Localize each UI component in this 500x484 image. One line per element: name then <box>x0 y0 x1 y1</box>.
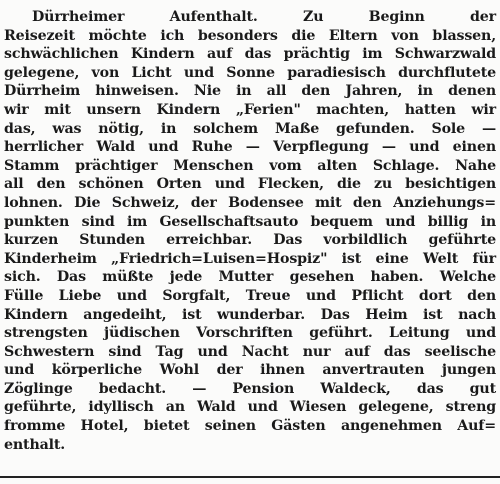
article-line: Dürrheimer Aufenthalt. Zu Beginn der <box>32 9 496 25</box>
article-line: Schwestern sind Tag und Nacht nur auf das seelische <box>4 343 496 360</box>
article-line: geführte, idyllisch an Wald und Wiesen gelegene, streng <box>4 399 496 416</box>
article-line: und körperliche Wohl der ihnen anvertrauten jungen <box>4 362 496 379</box>
article-line: lohnen. Die Schweiz, der Bodensee mit den Anziehungs= <box>4 194 496 211</box>
article-line: Zöglinge bedacht. — Pension Waldeck, das gut <box>4 380 496 397</box>
article-line: punkten sind im Gesellschaftsauto bequem und billig in <box>4 213 496 230</box>
article-line: Fülle Liebe und Sorgfalt, Treue und Pflicht dort den <box>4 287 496 304</box>
article-line: kurzen Stunden erreichbar. Das vorbildlich geführte <box>4 232 496 249</box>
article-line: Kindern angedeiht, ist wunderbar. Das Heim ist nach <box>4 306 496 323</box>
article-line: sich. Das müßte jede Mutter gesehen haben. Welche <box>4 269 496 286</box>
article-body <box>4 8 496 454</box>
article-line: enthalt. <box>4 436 66 453</box>
article-line: das, was nötig, in solchem Maße gefunden. Sole — <box>4 120 496 137</box>
article-line: schwächlichen Kindern auf das prächtig im Schwarzwald <box>4 46 496 63</box>
article-line: herrlicher Wald und Ruhe — Verpflegung — und einen <box>4 139 496 156</box>
article-line: gelegene, von Licht und Sonne paradiesisch durchflutete <box>4 64 496 81</box>
article-line: Stamm prächtiger Menschen vom alten Schlage. Nahe <box>4 157 496 174</box>
bottom-rule <box>0 476 500 478</box>
article-line: fromme Hotel, bietet seinen Gästen angenehmen Auf= <box>4 418 496 435</box>
article-line: Kinderheim „Friedrich=Luisen=Hospiz" ist eine Welt für <box>4 250 496 267</box>
article-line: wir mit unsern Kindern „Ferien" machten, hatten wir <box>4 101 496 118</box>
article-line: all den schönen Orten und Flecken, die zu besichtigen <box>4 176 496 193</box>
article-line: strengsten jüdischen Vorschriften geführt. Leitung und <box>4 325 496 342</box>
article-line: Dürrheim hinweisen. Nie in all den Jahren, in denen <box>4 83 496 100</box>
article-line: Reisezeit möchte ich besonders die Eltern von blassen, <box>4 27 496 44</box>
